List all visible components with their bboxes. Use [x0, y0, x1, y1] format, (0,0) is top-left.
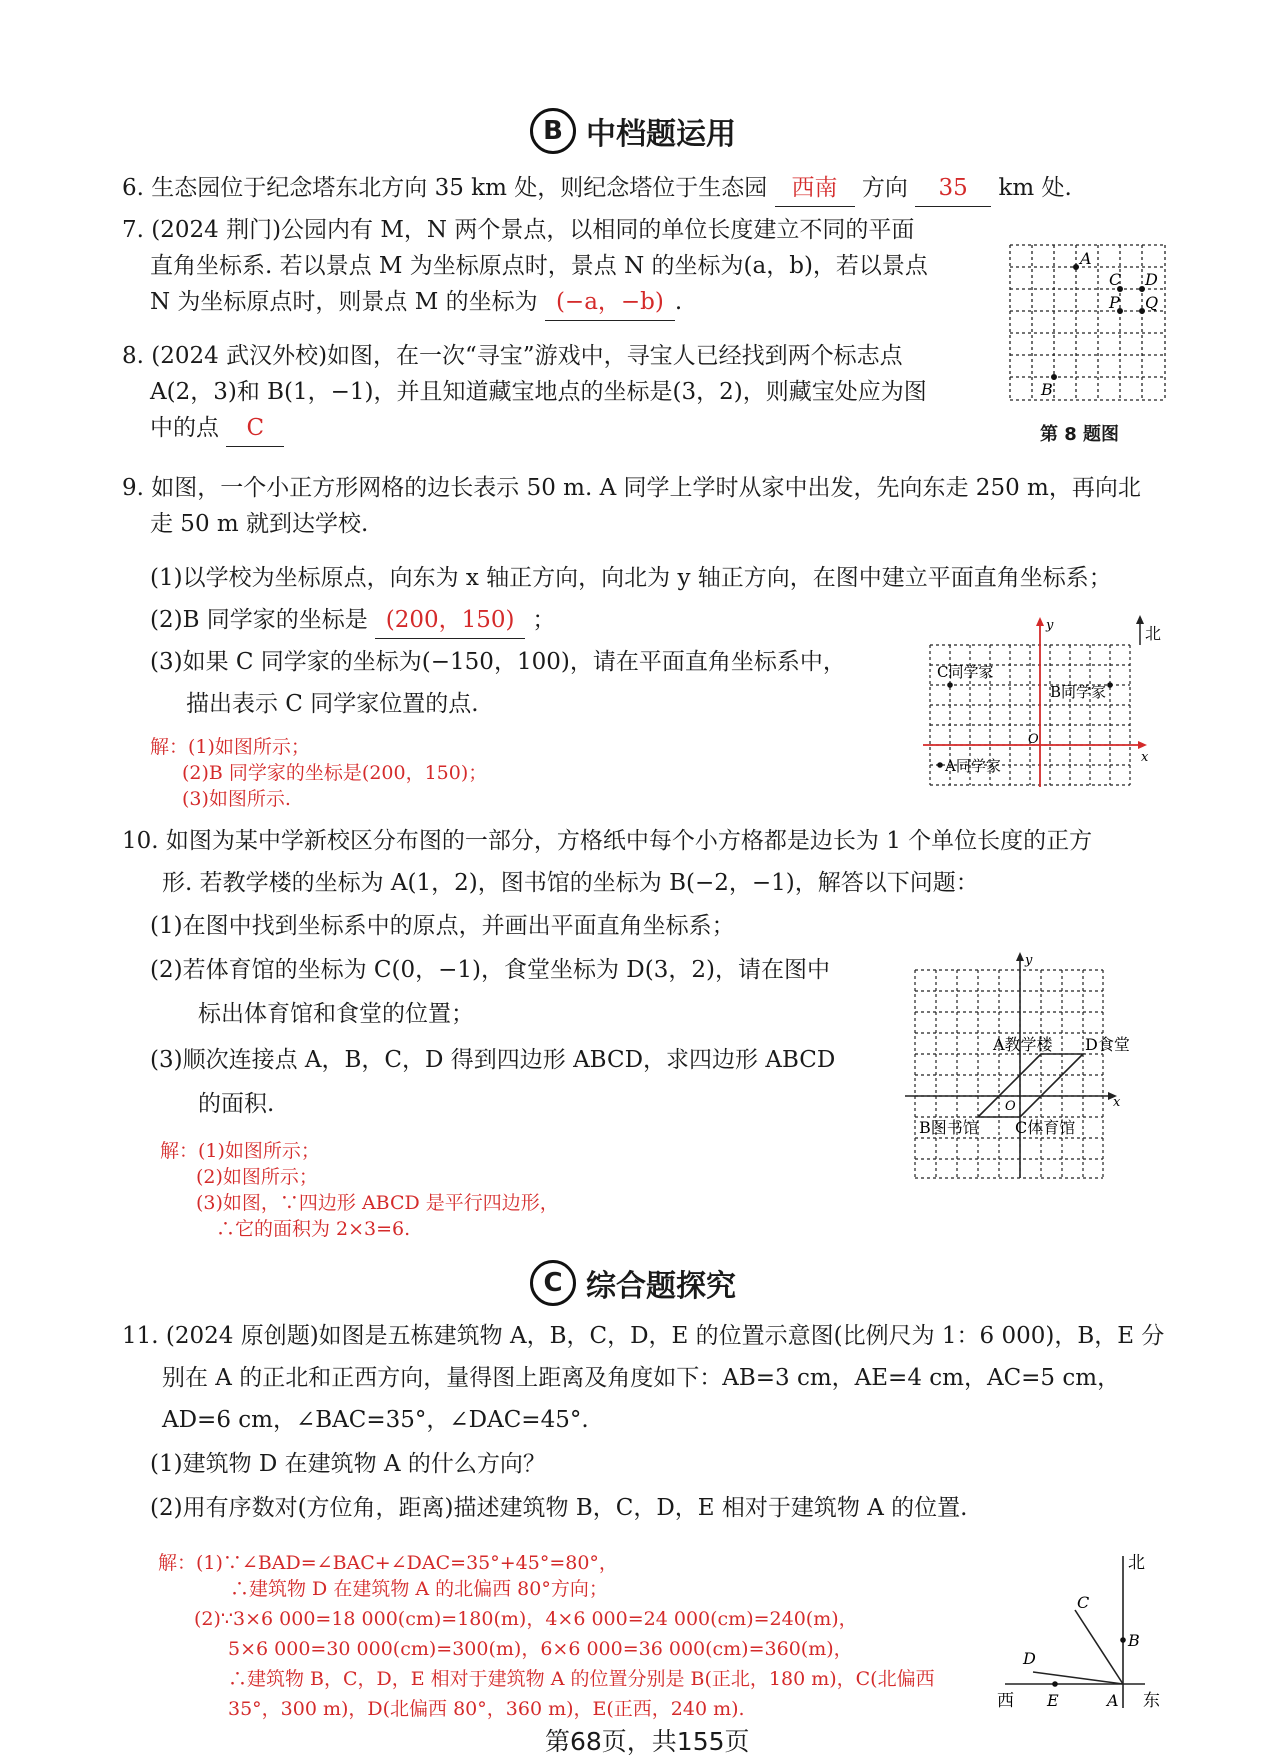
question-9	[122, 470, 1141, 542]
q9-label-a: A同学家	[945, 757, 1001, 775]
q9-line-2: 走 50 m 就到达学校.	[150, 511, 369, 537]
q7-line-3: N 为坐标原点时，则景点 M 的坐标为 (−a，−b) .	[122, 284, 928, 321]
question-10	[122, 823, 1092, 901]
q11-solution-2: ∴建筑物 D 在建筑物 A 的北偏西 80°方向；	[230, 1578, 608, 1600]
q7-line-3-text: N 为坐标原点时，则景点 M 的坐标为	[150, 289, 538, 315]
q9-y-axis-arrow	[1036, 617, 1044, 626]
q11-direction-figure	[995, 1548, 1180, 1718]
question-8	[122, 338, 927, 447]
q10-label-d: D食堂	[1085, 1035, 1130, 1054]
q9-part-1: (1)以学校为坐标原点，向东为 x 轴正方向，向北为 y 轴正方向，在图中建立平面直角坐标系；	[150, 565, 1112, 591]
q6-text-c: km 处.	[998, 175, 1072, 201]
q9-part-3-line-1: (3)如果 C 同学家的坐标为(−150，100)，请在平面直角坐标系中，	[150, 649, 846, 675]
q8-label-a: A	[1080, 249, 1092, 268]
q10-parallelogram-abcd	[978, 1054, 1083, 1117]
q10-solution-1: 解：(1)如图所示；	[160, 1140, 320, 1162]
q10-label-c: C体育馆	[1015, 1118, 1076, 1137]
q11-solution	[158, 1550, 935, 1722]
section-b-badge: B	[530, 108, 576, 154]
q8-line-1: 8. (2024 武汉外校)如图，在一次“寻宝”游戏中，寻宝人已经找到两个标志点	[122, 343, 903, 369]
q9-label-b: B同学家	[1050, 683, 1107, 701]
q8-label-c: C	[1109, 270, 1122, 289]
q9-answer: (200，150)	[375, 602, 525, 639]
q10-y-axis-arrow	[1016, 952, 1024, 961]
q11-solution-5: ∴建筑物 B，C，D，E 相对于建筑物 A 的位置分别是 B(正北，180 m)，C(北偏西	[228, 1668, 935, 1690]
q9-origin-label: O	[1028, 732, 1039, 747]
q11-solution-6: 35°，300 m)，D(北偏西 80°，360 m)，E(正西，240 m).	[228, 1698, 745, 1720]
q8-line-3-text: 中的点	[150, 415, 219, 441]
q11-line-2: 别在 A 的正北和正西方向，量得图上距离及角度如下：AB=3 cm，AE=4 cm，AC=5 cm，	[162, 1365, 1121, 1391]
q8-label-b: B	[1041, 380, 1053, 399]
q10-y-label: y	[1025, 953, 1033, 968]
q9-point-a	[937, 762, 943, 768]
q9-solution-3: (3)如图所示.	[182, 788, 291, 810]
q11-label-c: C	[1077, 1593, 1090, 1612]
q10-part-3-line-1: (3)顺次连接点 A，B，C，D 得到四边形 ABCD，求四边形 ABCD	[150, 1047, 836, 1073]
q10-solution-4: ∴它的面积为 2×3=6.	[216, 1218, 411, 1240]
q11-point-b	[1120, 1637, 1126, 1643]
q8-label-q: Q	[1145, 293, 1159, 312]
q8-line-2: A(2，3)和 B(1，−1)，并且知道藏宝地点的坐标是(3，2)，则藏宝处应为图	[150, 379, 927, 405]
q11-east-label: 东	[1143, 1691, 1160, 1711]
q9-coordinate-figure	[915, 615, 1180, 790]
question-7	[122, 212, 928, 321]
q10-part-1: (1)在图中找到坐标系中的原点，并画出平面直角坐标系；	[150, 913, 735, 939]
q8-caption: 第 8 题图	[1040, 424, 1120, 445]
q6-text-a: 6. 生态园位于纪念塔东北方向 35 km 处，则纪念塔位于生态园	[122, 175, 768, 201]
q10-label-a: A教学楼	[993, 1035, 1053, 1054]
q7-line-1: 7. (2024 荆门)公园内有 M，N 两个景点，以相同的单位长度建立不同的平面	[122, 217, 915, 243]
q9-part-2-end: ；	[532, 607, 556, 633]
q9-line-1: 9. 如图，一个小正方形网格的边长表示 50 m. A 同学上学时从家中出发，先向东走 250 m，再向北	[122, 475, 1141, 501]
q11-north-label: 北	[1128, 1553, 1145, 1573]
q10-line-1: 10. 如图为某中学新校区分布图的一部分，方格纸中每个小方格都是边长为 1 个单位长度的正方	[122, 828, 1093, 854]
q10-part-3	[150, 1042, 835, 1122]
q8-label-d: D	[1145, 270, 1158, 289]
q8-grid-lines	[1010, 245, 1165, 400]
question-6	[122, 170, 1072, 207]
q9-point-c	[947, 682, 953, 688]
q9-part-2	[150, 602, 555, 639]
q10-part-3-line-2: 的面积.	[198, 1091, 275, 1117]
q10-part-2-line-1: (2)若体育馆的坐标为 C(0，−1)，食堂坐标为 D(3，2)，请在图中	[150, 957, 830, 983]
q9-north-arrow	[1136, 615, 1144, 624]
q11-part-2: (2)用有序数对(方位角，距离)描述建筑物 B，C，D，E 相对于建筑物 A 的位置.	[150, 1495, 968, 1521]
q10-solution	[160, 1138, 559, 1242]
section-c-badge: C	[530, 1260, 576, 1306]
q7-answer: (−a，−b)	[545, 284, 675, 321]
q11-line-ad	[1033, 1672, 1123, 1684]
q9-y-label: y	[1046, 618, 1054, 633]
q9-solution-2: (2)B 同学家的坐标是(200，150)；	[182, 762, 488, 784]
q11-solution-4: 5×6 000=30 000(cm)=300(m)，6×6 000=36 000(cm)=360(m)，	[228, 1638, 853, 1660]
q10-x-label: x	[1113, 1095, 1121, 1110]
section-b-header	[530, 108, 736, 154]
q9-north-label: 北	[1145, 624, 1162, 643]
q8-label-p: P	[1109, 293, 1120, 312]
q11-label-e: E	[1047, 1691, 1059, 1710]
q10-origin-label: O	[1005, 1099, 1016, 1114]
q11-line-ac	[1075, 1610, 1123, 1684]
q10-solution-3: (3)如图，∵四边形 ABCD 是平行四边形，	[196, 1192, 559, 1214]
q10-label-b: B图书馆	[919, 1118, 979, 1137]
q8-point-a	[1073, 264, 1079, 270]
q10-line-2: 形. 若教学楼的坐标为 A(1，2)，图书馆的坐标为 B(−2，−1)，解答以下问题：	[162, 870, 979, 896]
page-number: 第68页，共155页	[545, 1727, 750, 1756]
q9-solution	[150, 734, 487, 812]
q10-grid-lines	[915, 970, 1103, 1178]
section-b-title: 中档题运用	[586, 117, 736, 152]
q8-line-3	[122, 410, 927, 447]
q11-point-e	[1052, 1681, 1058, 1687]
q9-part-3-line-2: 描出表示 C 同学家位置的点.	[186, 691, 479, 717]
q9-part-2-text: (2)B 同学家的坐标是	[150, 607, 368, 633]
q7-line-2: 直角坐标系. 若以景点 M 为坐标原点时，景点 N 的坐标为(a，b)，若以景点	[150, 253, 928, 279]
q8-grid-figure	[1005, 240, 1170, 405]
q8-answer: C	[226, 410, 284, 447]
q9-x-axis-arrow	[1138, 741, 1147, 749]
question-11	[122, 1318, 1164, 1438]
q11-solution-1: 解：(1)∵∠BAD=∠BAC+∠DAC=35°+45°=80°，	[158, 1552, 618, 1574]
q11-label-a: A	[1107, 1691, 1119, 1710]
q11-part-1: (1)建筑物 D 在建筑物 A 的什么方向？	[150, 1451, 546, 1477]
q11-line-1: 11. (2024 原创题)如图是五栋建筑物 A，B，C，D，E 的位置示意图(比例尺为 1：6 000)，B，E 分	[122, 1323, 1165, 1349]
q6-answer-distance: 35	[915, 170, 991, 207]
q9-part-3	[150, 644, 846, 722]
section-c-header	[530, 1260, 736, 1306]
q6-text-b: 方向	[861, 175, 908, 201]
section-c-title: 综合题探究	[586, 1269, 736, 1304]
q10-solution-2: (2)如图所示；	[196, 1166, 318, 1188]
q11-line-3: AD=6 cm，∠BAC=35°，∠DAC=45°.	[162, 1407, 589, 1433]
q11-label-d: D	[1023, 1649, 1036, 1668]
q9-solution-1: 解：(1)如图所示；	[150, 736, 310, 758]
q10-campus-figure	[905, 950, 1180, 1180]
q9-label-c: C同学家	[937, 663, 994, 681]
q11-solution-3: (2)∵3×6 000=18 000(cm)=180(m)，4×6 000=24 000(cm)=240(m)，	[194, 1608, 858, 1630]
q11-label-b: B	[1128, 1631, 1140, 1650]
q11-west-label: 西	[997, 1691, 1014, 1711]
q9-point-b	[1107, 682, 1113, 688]
q9-x-label: x	[1141, 750, 1149, 765]
q6-answer-direction: 西南	[775, 170, 855, 207]
q10-part-2-line-2: 标出体育馆和食堂的位置；	[198, 1001, 474, 1027]
q10-part-2	[150, 952, 830, 1032]
